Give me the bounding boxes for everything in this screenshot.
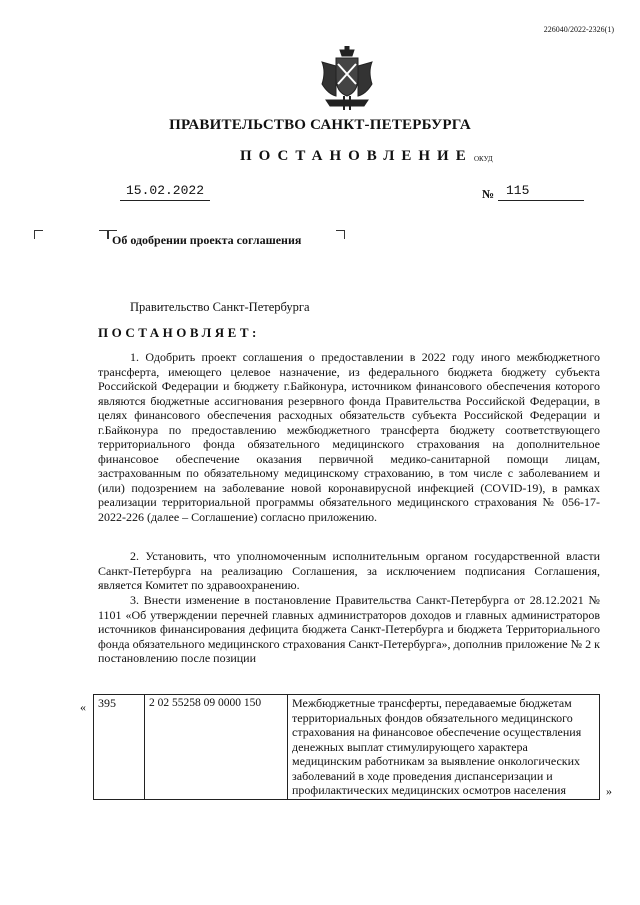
admin-code-cell: 395 — [94, 695, 145, 800]
okud-label: ОКУД — [474, 155, 493, 163]
budget-table — [93, 694, 600, 800]
bracket-corner-right — [99, 230, 108, 239]
kbk-code-cell: 2 02 55258 09 0000 150 — [145, 695, 288, 800]
document-id: 226040/2022-2326(1) — [543, 25, 614, 34]
document-title: ПОСТАНОВЛЕНИЕ — [240, 148, 473, 164]
government-name-heading: ПРАВИТЕЛЬСТВО САНКТ-ПЕТЕРБУРГА — [169, 117, 471, 133]
paragraph-3: 3. Внести изменение в постановление Правительства Санкт-Петербурга от 28.12.2021 № 1101 «Об утверждении перечней главных администраторов доходов и главных администраторов источников финансирования дефицита бюджета Санкт-Петербурга и бюджета Территориального фонда обязательного медицинского страхования Санкт-Петербурга», дополнив приложение № 2 к постановлению после позиции — [98, 593, 600, 665]
description-cell: Межбюджетные трансферты, передаваемые бюджетам территориальных фондов обязательного медицинского страхования на финансовое обеспечение осуществления денежных выплат стимулирующего характера медицинским работникам за выявление онкологических заболеваний в ходе проведения диспансеризации и профилактических медицинских осмотров населения — [288, 695, 600, 800]
bracket-corner-left — [34, 230, 43, 239]
government-name: Правительство Санкт-Петербурга — [130, 300, 310, 314]
paragraph-2: 2. Установить, что уполномоченным исполнительным органом государственной власти Санкт-Петербурга на реализацию Соглашения, за исключением подписания Соглашения, является Комитет по здравоохранению. — [98, 549, 600, 592]
table-open-quote: « — [80, 700, 86, 714]
coat-of-arms-emblem — [318, 46, 376, 112]
document-number: 115 — [498, 183, 584, 201]
table-row — [94, 695, 600, 800]
table-close-quote: » — [606, 784, 612, 798]
document-date: 15.02.2022 — [120, 183, 210, 201]
subject-corner-right — [336, 230, 345, 239]
decree-heading: ПОСТАНОВЛЯЕТ: — [98, 325, 260, 340]
document-subject: Об одобрении проекта соглашения — [112, 233, 302, 247]
paragraph-1: 1. Одобрить проект соглашения о предоставлении в 2022 году иного межбюджетного трансферта, имеющего целевое назначение, из федерального бюджета бюджету субъекта Российской Федерации и бюджету г.Байконура, источником финансового обеспечения которого являются бюджетные ассигнования резервного фонда Правительства Российской Федерации, в целях финансового обеспечения расходных обязательств субъекта Российской Федерации и г.Байконура по предоставлению межбюджетного трансферта бюджету соответствующего территориального фонда обязательного медицинского страхования на дополнительное финансовое обеспечение оказания первичной медико-санитарной помощи лицам, застрахованным по обязательному медицинскому страхованию, в том числе с заболеванием и (или) подозрением на заболевание новой коронавирусной инфекцией (COVID-19), в рамках реализации территориальной программы обязательного медицинского страхования № 056-17-2022-226 (далее – Соглашение) согласно приложению. — [98, 350, 600, 524]
number-label: № — [482, 187, 495, 201]
